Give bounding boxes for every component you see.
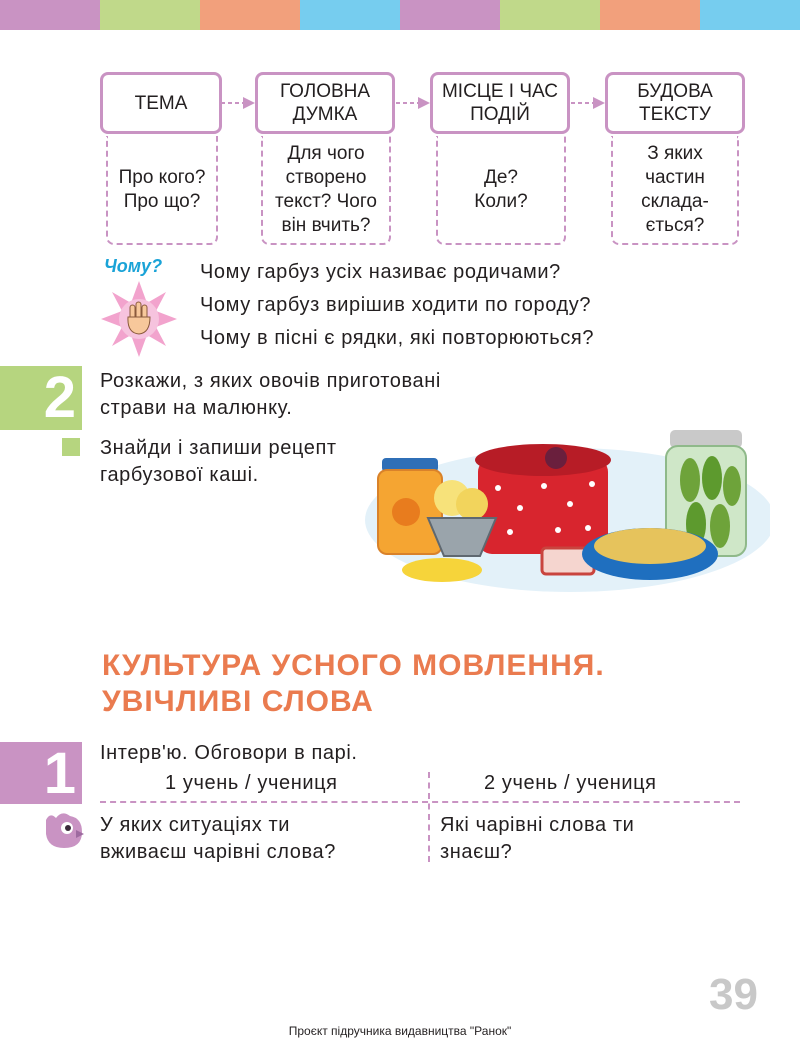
- task1-intro: Інтерв'ю. Обговори в парі.: [100, 742, 358, 764]
- flow-box-main-idea: [255, 72, 395, 134]
- flow-questions-place-time: Де? Коли?: [436, 136, 566, 245]
- arrow-right-icon: [221, 96, 255, 110]
- top-color-bar: [0, 0, 800, 30]
- arrow-right-icon: [396, 96, 430, 110]
- flow-questions-theme: Про кого? Про що?: [106, 136, 218, 245]
- task2-text-1: Розкажи, з яких овочів приготовані страви на малюнку.: [100, 370, 441, 419]
- why-label: Чому?: [104, 256, 163, 276]
- food-illustration: [360, 420, 770, 595]
- flow-box-place-time: [430, 72, 570, 134]
- why-question-2: Чому гарбуз вирішив ходити по городу?: [200, 294, 592, 316]
- table-divider-horizontal: [100, 801, 740, 803]
- arrow-right-icon: [571, 96, 605, 110]
- why-question-1: Чому гарбуз усіх називає родичами?: [200, 261, 561, 283]
- parrot-icon: [40, 810, 84, 850]
- column-header-student-2: 2 учень / учениця: [484, 772, 657, 794]
- flow-box-theme: [100, 72, 222, 134]
- section-title: КУЛЬТУРА УСНОГО МОВЛЕННЯ. УВІЧЛИВІ СЛОВА: [102, 649, 605, 718]
- page-number: 39: [709, 970, 758, 1019]
- flow-box-title: ТЕМА: [134, 92, 188, 114]
- flow-box-title: ГОЛОВНА ДУМКА: [279, 81, 371, 125]
- green-square-marker: [62, 438, 80, 456]
- footer-text: Проєкт підручника видавництва "Ранок": [288, 1024, 512, 1038]
- flow-box-structure: [605, 72, 745, 134]
- student-1-question: У яких ситуаціях ти вживаєш чарівні слова?: [100, 814, 336, 863]
- flow-box-title: БУДОВА ТЕКСТУ: [637, 81, 713, 125]
- hand-three-fingers-icon: [98, 280, 180, 358]
- flow-questions-main-idea: Для чого створено текст? Чого він вчить?: [261, 136, 391, 245]
- task-number-1: 1: [0, 742, 82, 804]
- table-divider-vertical: [428, 772, 430, 862]
- task2-text-2: Знайди і запиши рецепт гарбузової каші.: [100, 437, 337, 486]
- task-number-2: 2: [0, 366, 82, 430]
- student-2-question: Які чарівні слова ти знаєш?: [440, 814, 635, 863]
- flow-questions-structure: З яких частин склада- ється?: [611, 136, 739, 245]
- flow-box-title: МІСЦЕ І ЧАС ПОДІЙ: [441, 81, 559, 125]
- column-header-student-1: 1 учень / учениця: [165, 772, 338, 794]
- why-question-3: Чому в пісні є рядки, які повторюються?: [200, 327, 595, 349]
